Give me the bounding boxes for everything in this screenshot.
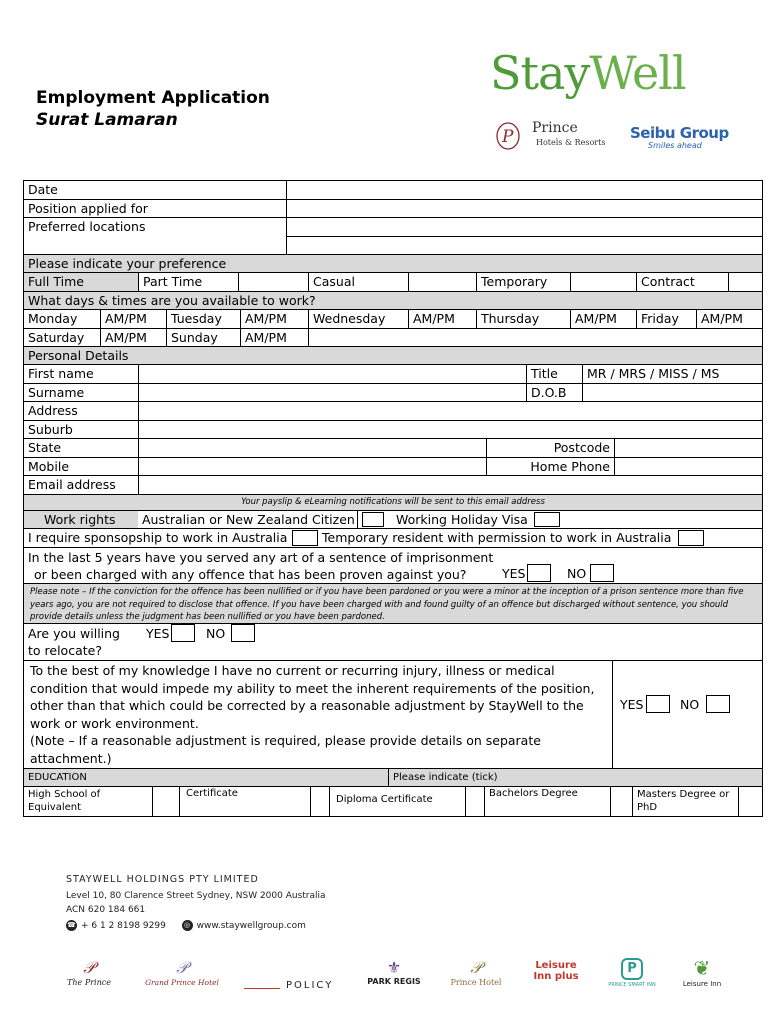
contract-label: Contract: [636, 273, 728, 291]
monday-label: Monday: [28, 311, 78, 326]
injury-declaration: To the best of my knowledge I have no current or recurring injury, illness or medical condition that would impede my ability to meet the inherent requirements of the position, other than that which could be corrected by a reasonable adjustment by StayWell to the work or work environment. (Note – If a reasonable adjustment is required, please provide details on separate attachment.): [30, 663, 595, 766]
brand-the-prince: 𝒫 The Prince: [62, 958, 116, 987]
surname-field[interactable]: [138, 384, 526, 401]
weekend-row: [23, 328, 763, 346]
mobile-field[interactable]: [138, 458, 486, 475]
saturday-ampm[interactable]: AM/PM: [100, 329, 166, 346]
first-name-label: First name: [28, 366, 94, 381]
seibu-group-logo: Seibu Group: [630, 124, 729, 142]
injury-yes-checkbox[interactable]: [646, 695, 670, 713]
suburb-label: Suburb: [28, 422, 73, 437]
relocate-yes-label: YES: [146, 626, 170, 641]
personal-heading: Personal Details: [28, 348, 129, 363]
casual-checkbox[interactable]: [408, 273, 476, 291]
sponsorship-checkbox[interactable]: [292, 530, 318, 546]
work-rights-row: [23, 510, 763, 528]
prince-hotels-logo: P Prince Hotels & Resorts: [494, 118, 614, 154]
relocate-row: [23, 623, 763, 660]
brand-prince-smart-inn: P PRINCE SMART INN: [606, 958, 658, 988]
prince-p-icon: 𝒫: [176, 958, 188, 977]
conviction-note-row: [23, 583, 763, 623]
thursday-label: Thursday: [476, 310, 570, 328]
preferred-row: [23, 217, 763, 254]
postcode-label: Postcode: [486, 439, 614, 457]
dob-field[interactable]: [582, 384, 762, 401]
lotus-icon: ⚜: [386, 958, 402, 977]
address-label: Address: [28, 403, 78, 418]
thursday-ampm[interactable]: AM/PM: [570, 310, 636, 328]
relocate-yes-checkbox[interactable]: [171, 624, 195, 642]
temp-resident-checkbox[interactable]: [678, 530, 704, 546]
certificate-checkbox[interactable]: [310, 787, 329, 816]
preferred-field-1[interactable]: [286, 218, 762, 236]
application-form: [23, 180, 763, 817]
sunday-ampm[interactable]: AM/PM: [240, 329, 308, 346]
footer-company: STAYWELL HOLDINGS PTY LIMITED: [66, 874, 259, 885]
email-label: Email address: [28, 477, 116, 492]
temporary-label: Temporary: [476, 273, 570, 291]
policy-divider: [244, 988, 280, 989]
email-row: [23, 475, 763, 494]
injury-yes-label: YES: [620, 697, 644, 712]
surname-label: Surname: [28, 385, 85, 400]
svg-text:P: P: [502, 127, 514, 147]
sponsorship-row: [23, 528, 763, 547]
aus-nz-label: Australian or New Zealand Citizen: [138, 511, 358, 528]
state-field[interactable]: [138, 439, 486, 457]
casual-label: Casual: [308, 273, 408, 291]
conviction-note: Please note – If the conviction for the offence has been nullified or if you have been pardoned or you were a minor at the inception of a prison sentence more than five years ago, you are not required to disclose that offence. If you have been charged with and found guilty of an offence but discharged without sentence, you should provide details unless the judgment has been nullified or you have been pardoned.: [30, 587, 744, 622]
conviction-no-checkbox[interactable]: [590, 564, 614, 582]
globe-icon: ◎: [182, 920, 193, 931]
brand-park-regis: ⚜ PARK REGIS: [362, 958, 426, 986]
part-time-checkbox[interactable]: [238, 273, 308, 291]
suburb-field[interactable]: [138, 421, 762, 438]
injury-answer-cell: [612, 661, 762, 768]
smart-inn-p-icon: P: [621, 958, 643, 980]
brand-leisure-inn: ❦ Leisure Inn: [680, 956, 724, 988]
staywell-logo: StayWell: [490, 46, 686, 100]
holiday-visa-label: Working Holiday Visa: [396, 512, 528, 527]
tuesday-label: Tuesday: [166, 310, 240, 328]
wednesday-label: Wednesday: [308, 310, 408, 328]
relocate-no-label: NO: [206, 626, 226, 641]
position-row: [23, 199, 763, 217]
conviction-yes-label: YES: [502, 566, 526, 581]
part-time-label: Part Time: [138, 273, 238, 291]
sponsorship-label: I require sponsopship to work in Australia: [28, 530, 288, 545]
postcode-field[interactable]: [614, 439, 762, 457]
preference-heading: Please indicate your preference: [28, 256, 227, 271]
footer-web[interactable]: www.staywellgroup.com: [196, 921, 306, 931]
mobile-row: [23, 457, 763, 475]
position-label: Position applied for: [28, 201, 148, 216]
phone-icon: ☎: [67, 921, 76, 929]
education-heading: EDUCATION: [28, 772, 87, 783]
home-phone-label: Home Phone: [486, 458, 614, 475]
injury-no-checkbox[interactable]: [706, 695, 730, 713]
monday-ampm[interactable]: AM/PM: [100, 310, 166, 328]
education-header: [23, 768, 763, 786]
conviction-question: In the last 5 years have you served any art of a sentence of imprisonment or been charged with any offence that has been proven against you?: [28, 550, 494, 582]
certificate-label: Certificate: [179, 787, 310, 816]
saturday-label: Saturday: [28, 330, 85, 345]
first-name-row: [23, 364, 763, 383]
employment-type-row: [23, 272, 763, 291]
suburb-row: [23, 420, 763, 438]
preferred-label: Preferred locations: [28, 219, 146, 234]
date-field[interactable]: [286, 181, 762, 199]
prince-p-icon: 𝒫: [83, 958, 95, 977]
bachelors-checkbox[interactable]: [610, 787, 632, 816]
diploma-checkbox[interactable]: [465, 787, 484, 816]
brand-prince-hotel: 𝒫 Prince Hotel: [448, 958, 504, 987]
days-question: What days & times are you available to work?: [28, 293, 316, 308]
brand-leisure-inn-plus: Leisure Inn plus: [533, 960, 579, 982]
conviction-no-label: NO: [567, 566, 587, 581]
home-phone-field[interactable]: [614, 458, 762, 475]
footer-contact: [66, 920, 306, 931]
brand-grand-prince: 𝒫 Grand Prince Hotel: [140, 958, 224, 987]
high-school-checkbox[interactable]: [152, 787, 179, 816]
injury-row: [23, 660, 763, 768]
wednesday-ampm[interactable]: AM/PM: [408, 310, 476, 328]
contract-checkbox[interactable]: [728, 273, 762, 291]
sunday-label: Sunday: [166, 329, 240, 346]
preferred-field-2[interactable]: [286, 236, 762, 254]
education-row: [23, 786, 763, 817]
address-row: [23, 401, 763, 420]
footer-phone: + 6 1 2 8198 9299: [81, 921, 166, 931]
mobile-label: Mobile: [28, 459, 70, 474]
footer-acn: ACN 620 184 661: [66, 905, 146, 915]
please-tick-label: Please indicate (tick): [388, 769, 762, 786]
page-title: Employment Application: [36, 88, 270, 108]
email-note-row: [23, 494, 763, 510]
friday-label: Friday: [636, 310, 696, 328]
date-label: Date: [28, 182, 58, 197]
masters-label: Masters Degree or PhD: [632, 787, 738, 816]
high-school-label: High School of Equivalent: [28, 789, 101, 813]
title-options[interactable]: MR / MRS / MISS / MS: [582, 365, 762, 383]
aus-nz-checkbox[interactable]: [362, 512, 384, 527]
surname-row: [23, 383, 763, 401]
days-header: [23, 291, 763, 309]
temp-resident-label: Temporary resident with permission to work in Australia: [322, 530, 672, 545]
full-time-label: Full Time: [24, 273, 138, 291]
relocate-no-checkbox[interactable]: [231, 624, 255, 642]
email-field[interactable]: [138, 476, 762, 494]
work-rights-label: Work rights: [24, 511, 138, 528]
holiday-visa-checkbox[interactable]: [534, 512, 560, 527]
masters-checkbox[interactable]: [738, 787, 762, 816]
personal-header: [23, 346, 763, 364]
leaf-icon: ❦: [693, 956, 711, 980]
weekend-empty: [308, 329, 762, 346]
state-row: [23, 438, 763, 457]
prince-p-icon: 𝒫: [470, 958, 482, 977]
friday-ampm[interactable]: AM/PM: [696, 310, 762, 328]
relocate-question: Are you willing to relocate?: [28, 626, 120, 658]
page-subtitle: Surat Lamaran: [36, 110, 178, 130]
seibu-tagline: Smiles ahead: [648, 141, 702, 150]
injury-no-label: NO: [680, 697, 700, 712]
position-field[interactable]: [286, 200, 762, 217]
date-row: [23, 180, 763, 199]
diploma-label: Diploma Certificate: [329, 787, 465, 816]
temporary-checkbox[interactable]: [570, 273, 636, 291]
weekday-row: [23, 309, 763, 328]
preference-header: [23, 254, 763, 272]
address-field[interactable]: [138, 402, 762, 420]
state-label: State: [28, 440, 62, 455]
footer-address: Level 10, 80 Clarence Street Sydney, NSW 2000 Australia: [66, 891, 326, 901]
dob-label: D.O.B: [526, 384, 582, 401]
title-label: Title: [526, 365, 582, 383]
bachelors-label: Bachelors Degree: [484, 787, 610, 816]
first-name-field[interactable]: [138, 365, 526, 383]
conviction-row: [23, 547, 763, 583]
conviction-yes-checkbox[interactable]: [527, 564, 551, 582]
tuesday-ampm[interactable]: AM/PM: [240, 310, 308, 328]
email-note: Your payslip & eLearning notifications will be sent to this email address: [241, 497, 545, 507]
